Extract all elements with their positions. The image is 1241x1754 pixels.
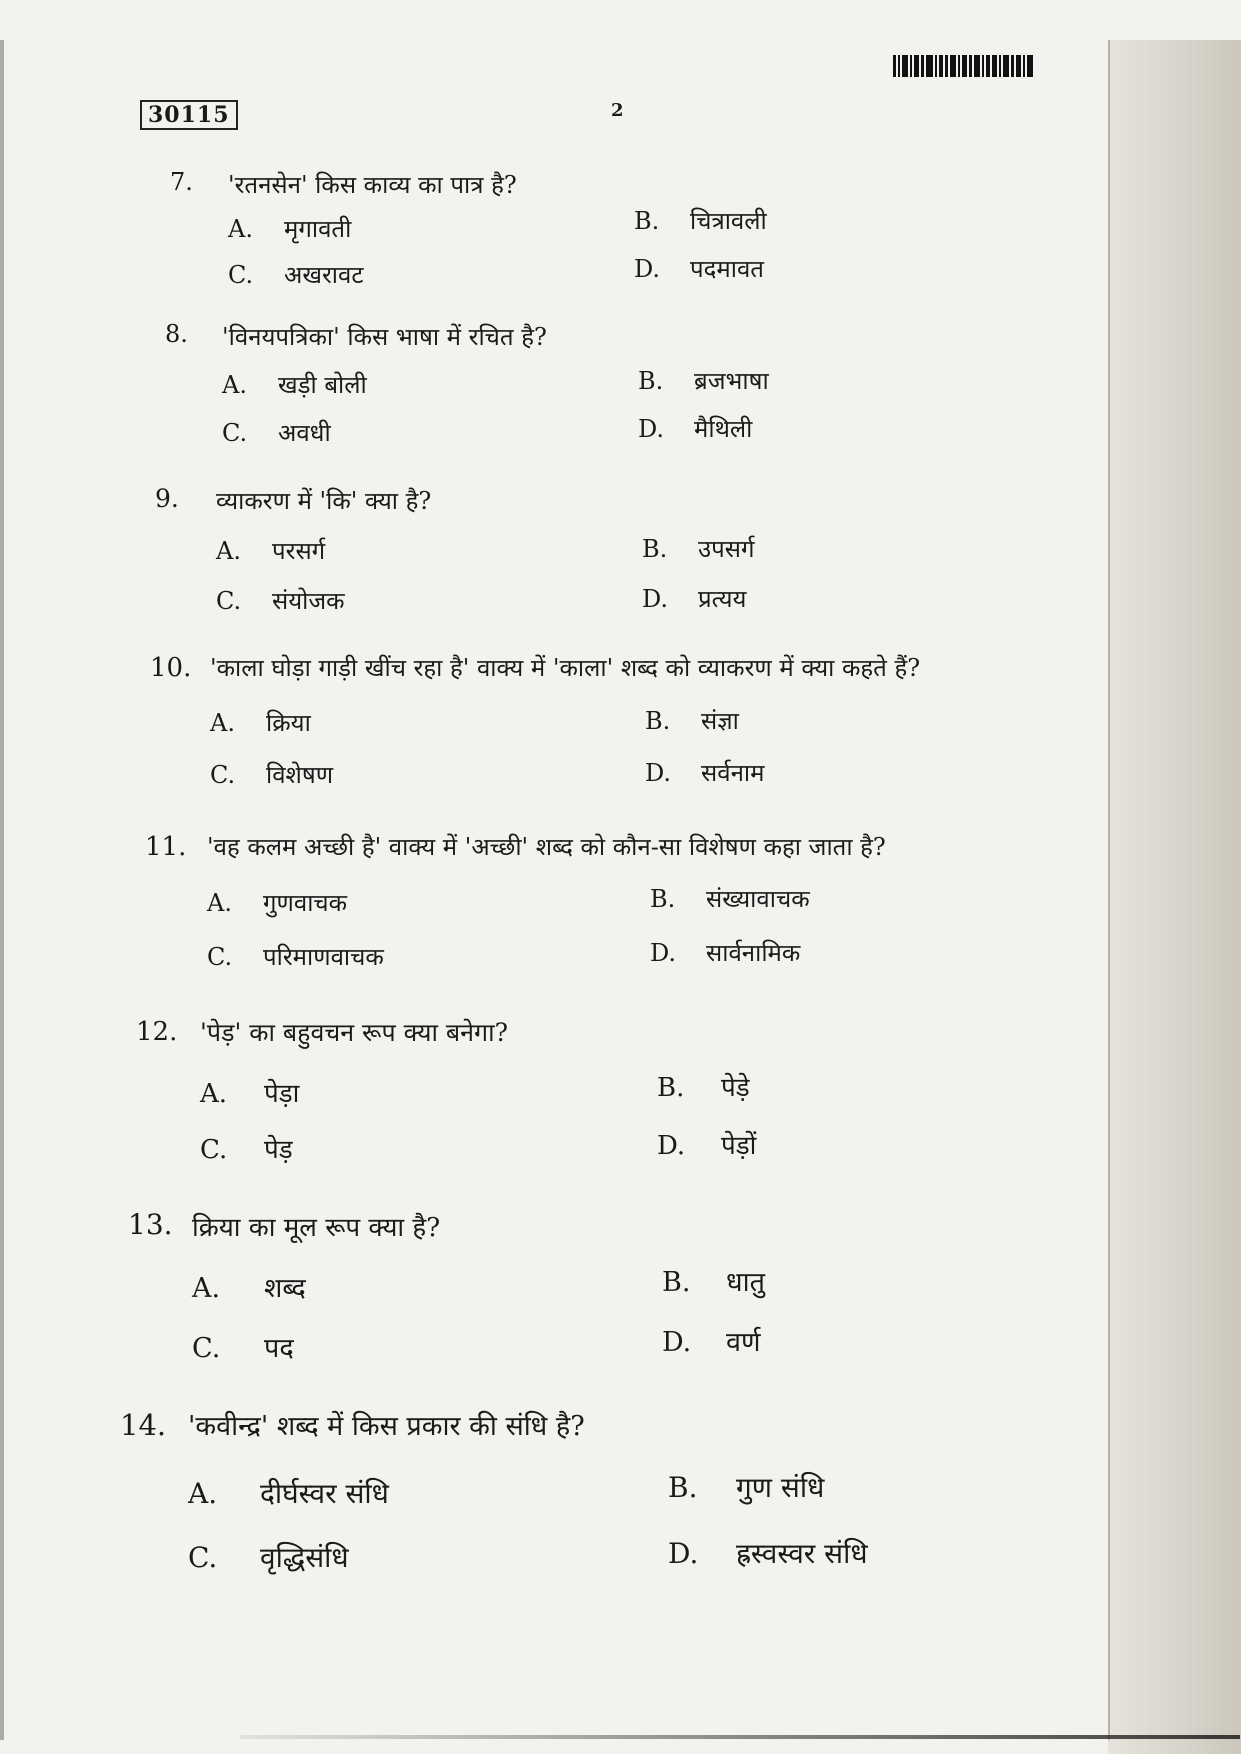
option-a (210, 706, 311, 739)
option-letter: C. (207, 943, 233, 971)
option-text: संज्ञा (701, 707, 739, 735)
option-text: पद (264, 1333, 294, 1364)
option-a (228, 212, 351, 245)
option-letter: D. (668, 1537, 699, 1570)
question-text: 'वह कलम अच्छी है' वाक्य में 'अच्छी' शब्द को कौन-सा विशेषण कहा जाता है? (207, 833, 886, 861)
option-text: दीर्घस्वर संधि (260, 1477, 389, 1510)
question-number: 7. (170, 168, 193, 196)
option-letter: C. (210, 761, 236, 789)
option-c (228, 258, 363, 291)
option-b (634, 204, 767, 237)
question-number: 8. (165, 320, 188, 348)
option-c (210, 758, 333, 791)
option-text: पदमावत (690, 255, 764, 283)
option-letter: A. (207, 889, 232, 917)
option-text: ह्रस्वस्वर संधि (736, 1537, 868, 1570)
question-text: 'विनयपत्रिका' किस भाषा में रचित है? (222, 323, 547, 351)
option-text: क्रिया (266, 709, 311, 737)
option-c (222, 416, 331, 449)
question-number: 13. (128, 1208, 173, 1241)
option-letter: C. (192, 1333, 221, 1364)
question-number: 11. (145, 832, 187, 862)
option-letter: C. (228, 261, 254, 289)
option-a (216, 534, 325, 567)
option-text: मैथिली (694, 415, 753, 443)
option-text: खड़ी बोली (278, 371, 367, 399)
option-text: पेड़ों (721, 1131, 757, 1161)
option-d (668, 1534, 868, 1572)
option-text: उपसर्ग (698, 535, 755, 563)
paper-code: 30115 (140, 100, 238, 130)
question-text: क्रिया का मूल रूप क्या है? (192, 1213, 441, 1243)
page-fold-line (1108, 40, 1110, 1740)
option-letter: D. (650, 939, 677, 967)
option-text: प्रत्यय (698, 585, 747, 613)
option-text: संयोजक (272, 587, 345, 615)
option-text: अवधी (278, 419, 331, 447)
option-letter: A. (210, 709, 235, 737)
option-d (662, 1322, 761, 1359)
option-letter: D. (634, 255, 661, 283)
option-letter: B. (668, 1471, 698, 1504)
option-d (642, 582, 746, 615)
option-letter: B. (650, 885, 676, 913)
option-letter: D. (662, 1327, 692, 1358)
option-text: चित्रावली (690, 207, 767, 235)
option-c (200, 1130, 293, 1166)
option-text: विशेषण (266, 761, 334, 789)
option-b (638, 364, 769, 397)
page-fold-shadow (1108, 40, 1241, 1754)
option-letter: B. (657, 1073, 685, 1103)
option-b (650, 882, 810, 915)
question-number: 12. (136, 1017, 178, 1047)
option-letter: B. (642, 535, 668, 563)
option-text: शब्द (264, 1273, 306, 1304)
option-letter: B. (634, 207, 660, 235)
question-text: 'पेड़' का बहुवचन रूप क्या बनेगा? (200, 1018, 509, 1047)
option-a (222, 368, 367, 401)
option-text: सार्वनामिक (706, 939, 801, 967)
option-b (662, 1262, 765, 1299)
option-text: परिमाणवाचक (263, 943, 384, 971)
option-letter: D. (657, 1131, 686, 1161)
option-text: गुण संधि (736, 1471, 825, 1504)
option-d (650, 936, 800, 969)
option-letter: D. (638, 415, 665, 443)
option-text: पेड़ा (264, 1079, 300, 1109)
option-c (216, 584, 345, 617)
option-text: वर्ण (726, 1327, 761, 1358)
option-d (657, 1126, 756, 1162)
question-number: 9. (155, 484, 179, 513)
question-text: 'काला घोड़ा गाड़ी खींच रहा है' वाक्य में 'काला' शब्द को व्याकरण में क्या कहते हैं? (210, 654, 921, 682)
option-text: सर्वनाम (701, 759, 765, 787)
option-letter: B. (638, 367, 664, 395)
question-number: 10. (150, 653, 192, 683)
page-number: 2 (611, 100, 624, 121)
option-letter: A. (192, 1273, 221, 1304)
question-text: 'रतनसेन' किस काव्य का पात्र है? (228, 171, 517, 199)
option-a (207, 886, 347, 919)
barcode-graphic (893, 55, 1043, 77)
option-b (642, 532, 755, 565)
option-text: वृद्धिसंधि (260, 1541, 349, 1574)
option-text: ब्रजभाषा (694, 367, 769, 395)
option-text: गुणवाचक (263, 889, 348, 917)
option-text: अखरावट (284, 261, 364, 289)
option-c (188, 1538, 349, 1576)
option-text: पेड़े (721, 1073, 750, 1103)
option-text: धातु (726, 1267, 765, 1298)
option-text: संख्यावाचक (706, 885, 810, 913)
option-letter: C. (222, 419, 248, 447)
option-d (645, 756, 764, 789)
option-letter: D. (645, 759, 672, 787)
page-bottom-edge (240, 1735, 1240, 1739)
option-letter: A. (228, 215, 253, 243)
option-letter: C. (188, 1541, 218, 1574)
option-b (668, 1468, 824, 1506)
option-c (192, 1328, 294, 1365)
option-b (645, 704, 739, 737)
option-b (657, 1068, 750, 1104)
option-text: परसर्ग (272, 537, 326, 565)
option-letter: D. (642, 585, 669, 613)
option-a (192, 1268, 306, 1305)
option-letter: A. (188, 1477, 218, 1510)
option-letter: C. (216, 587, 242, 615)
option-text: पेड़ (264, 1135, 293, 1165)
option-d (638, 412, 752, 445)
option-letter: C. (200, 1135, 228, 1165)
option-letter: A. (216, 537, 241, 565)
page-left-edge (0, 40, 4, 1740)
option-text: मृगावती (284, 215, 352, 243)
option-a (188, 1474, 389, 1512)
option-letter: B. (645, 707, 671, 735)
option-letter: A. (222, 371, 247, 399)
option-c (207, 940, 384, 973)
option-d (634, 252, 764, 285)
question-text: व्याकरण में 'कि' क्या है? (216, 487, 432, 515)
option-letter: B. (662, 1267, 691, 1298)
question-text: 'कवीन्द्र' शब्द में किस प्रकार की संधि है? (188, 1411, 585, 1442)
option-a (200, 1074, 299, 1110)
question-number: 14. (120, 1408, 167, 1442)
option-letter: A. (200, 1079, 228, 1109)
